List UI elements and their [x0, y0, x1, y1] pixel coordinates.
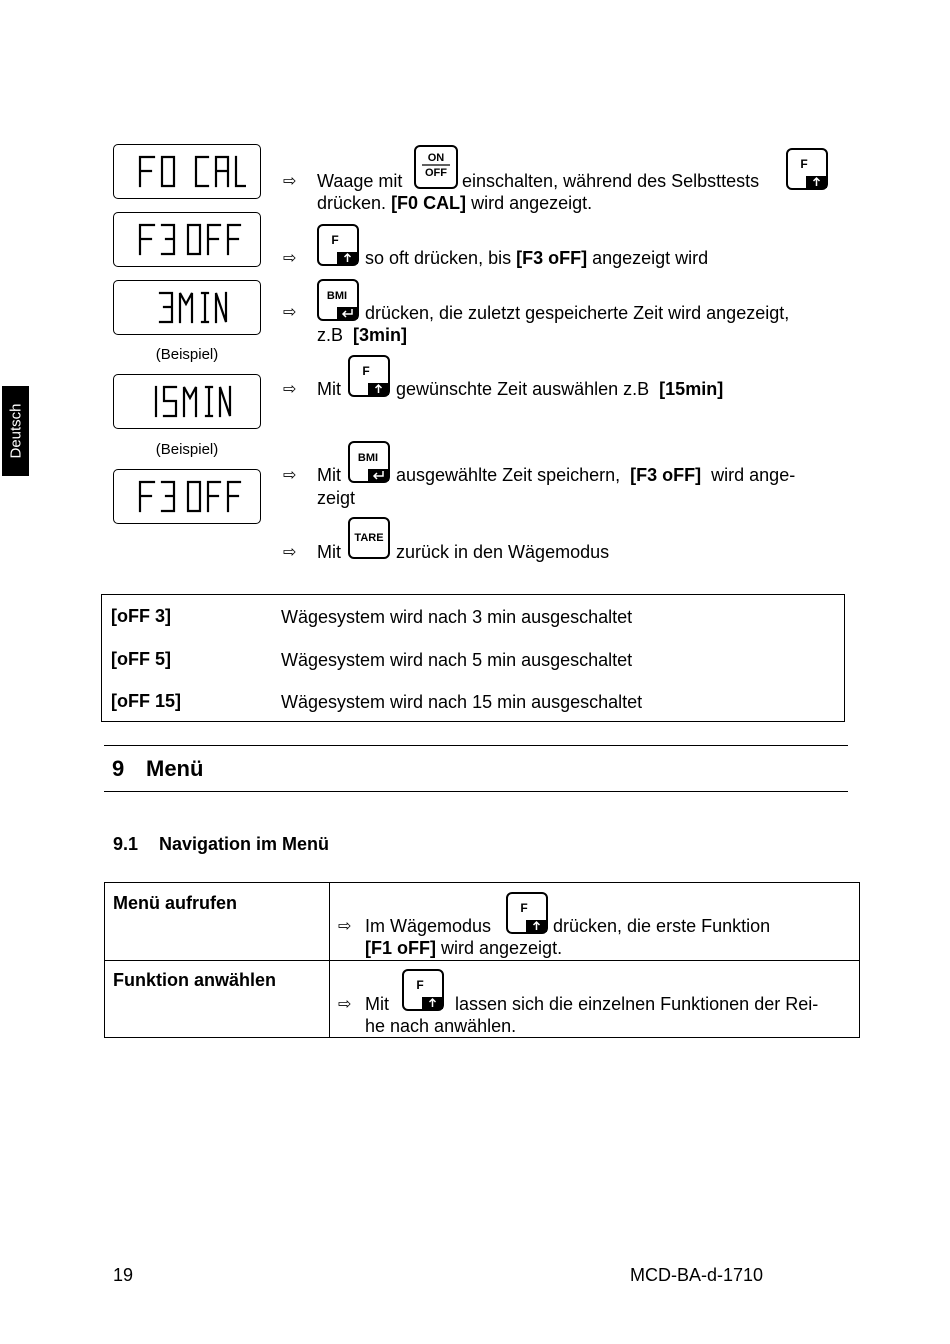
- option-description: Wägesystem wird nach 3 min ausgeschaltet: [281, 607, 633, 627]
- section-heading: 9 Menü: [112, 756, 204, 781]
- nav-row-label: Funktion anwählen: [113, 970, 277, 990]
- step-text: zurück in den Wägemodus: [396, 542, 610, 562]
- svg-text:BMI: BMI: [326, 290, 348, 302]
- step-arrow-icon: ⇨: [283, 467, 297, 484]
- step-text: Mit: [317, 465, 341, 485]
- f-key-icon: [786, 148, 826, 188]
- step-text: Mit: [317, 542, 341, 562]
- svg-text:TARE: TARE: [354, 532, 384, 544]
- language-tab-label: Deutsch: [7, 403, 24, 459]
- lcd-display: [113, 280, 261, 335]
- svg-text:F: F: [362, 364, 370, 378]
- option-code: [oFF 15]: [111, 691, 181, 711]
- step-text: [F1 oFF] wird angezeigt.: [365, 938, 563, 958]
- svg-text:OFF: OFF: [425, 167, 447, 179]
- step-text: Waage mit: [317, 171, 403, 191]
- f-key-icon: [317, 224, 357, 264]
- step-text: Mit: [365, 994, 389, 1014]
- step-text: lassen sich die einzelnen Funktionen der Rei-: [455, 994, 819, 1014]
- example-caption: (Beispiel): [155, 346, 219, 363]
- step-text: z.B [3min]: [317, 325, 408, 345]
- lcd-display: [113, 374, 261, 429]
- step-text: drücken, die erste Funktion: [553, 916, 771, 936]
- lcd-display: [113, 144, 261, 199]
- f-key-icon: [348, 355, 388, 395]
- step-text: drücken. [F0 CAL] wird angezeigt.: [317, 193, 593, 213]
- f-key-icon: [506, 892, 546, 932]
- tare-key-icon: [348, 517, 388, 557]
- svg-text:F: F: [416, 978, 424, 992]
- step-text: Im Wägemodus: [365, 916, 492, 936]
- document-id: MCD-BA-d-1710: [630, 1265, 764, 1285]
- step-arrow-icon: ⇨: [338, 996, 352, 1013]
- nav-row-label: Menü aufrufen: [113, 893, 237, 913]
- page-number: 19: [113, 1265, 134, 1285]
- step-text: so oft drücken, bis [F3 oFF] angezeigt wird: [365, 248, 709, 268]
- lcd-digits: [136, 384, 246, 420]
- lcd-display: [113, 212, 261, 267]
- step-text: gewünschte Zeit auswählen z.B [15min]: [396, 379, 724, 399]
- step-text: zeigt: [317, 488, 356, 508]
- lcd-digits: [136, 290, 246, 326]
- step-arrow-icon: ⇨: [338, 918, 352, 935]
- bmi-key-icon: [348, 441, 388, 481]
- step-text: Mit: [317, 379, 341, 399]
- svg-text:ON: ON: [427, 152, 445, 164]
- example-caption: (Beispiel): [155, 441, 219, 458]
- step-arrow-icon: ⇨: [283, 173, 297, 190]
- on-off-key-icon: [414, 145, 454, 185]
- f-key-icon: [402, 969, 442, 1009]
- lcd-digits: [136, 479, 246, 515]
- step-arrow-icon: ⇨: [283, 250, 297, 267]
- svg-text:F: F: [800, 157, 808, 171]
- option-description: Wägesystem wird nach 15 min ausgeschaltet: [281, 692, 643, 712]
- option-code: [oFF 5]: [111, 649, 171, 669]
- step-arrow-icon: ⇨: [283, 544, 297, 561]
- svg-text:F: F: [520, 901, 528, 915]
- option-description: Wägesystem wird nach 5 min ausgeschaltet: [281, 650, 633, 670]
- step-text: drücken, die zuletzt gespeicherte Zeit wird angezeigt,: [365, 303, 790, 323]
- bmi-key-icon: [317, 279, 357, 319]
- lcd-digits: [136, 154, 246, 190]
- step-text: einschalten, während des Selbsttests: [462, 171, 760, 191]
- lcd-display: [113, 469, 261, 524]
- option-code: [oFF 3]: [111, 606, 171, 626]
- svg-text:F: F: [331, 233, 339, 247]
- step-arrow-icon: ⇨: [283, 304, 297, 321]
- step-text: ausgewählte Zeit speichern, [F3 oFF] wird ange-: [396, 465, 796, 485]
- language-tab: [2, 386, 29, 476]
- section-rule-bottom: [104, 791, 848, 792]
- step-text: he nach anwählen.: [365, 1016, 517, 1036]
- svg-text:BMI: BMI: [357, 452, 379, 464]
- step-arrow-icon: ⇨: [283, 381, 297, 398]
- subsection-heading: 9.1 Navigation im Menü: [113, 834, 330, 854]
- lcd-digits: [136, 222, 246, 258]
- section-rule-top: [104, 745, 848, 746]
